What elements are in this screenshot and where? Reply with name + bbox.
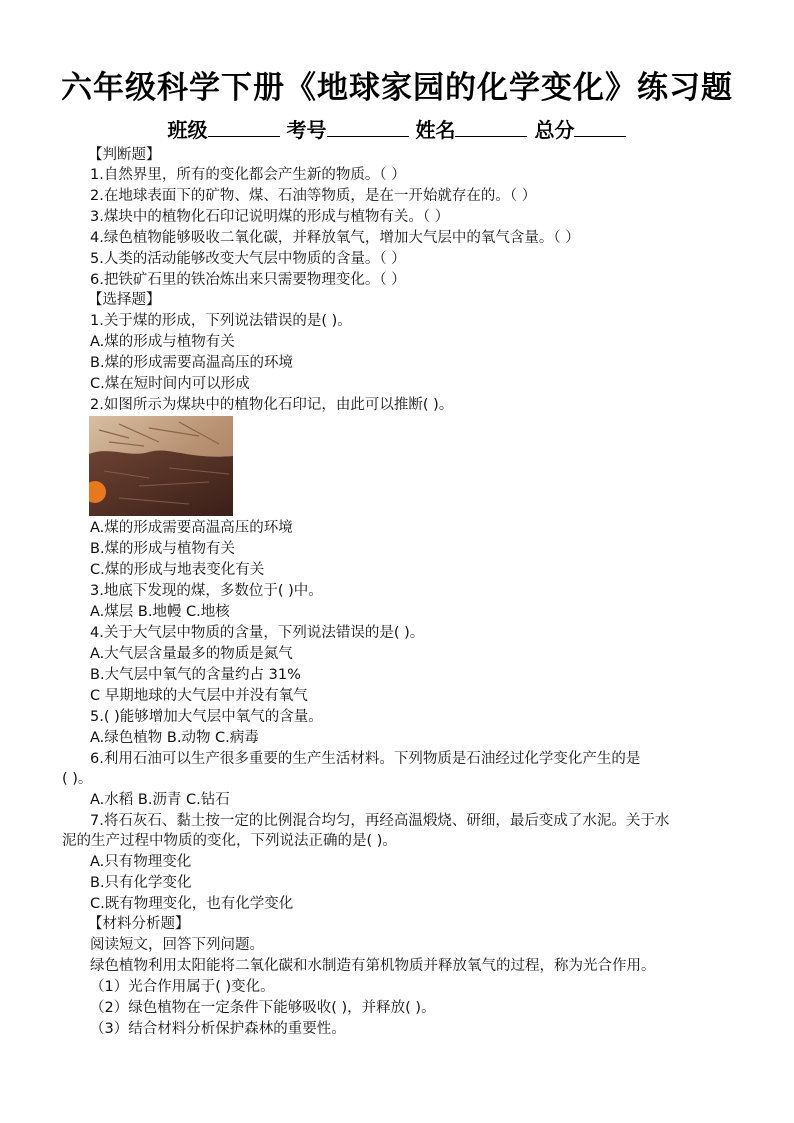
mc-question-5-options: A.绿色植物 B.动物 C.病毒 <box>90 730 259 746</box>
mc-question-2-stem: 2.如图所示为煤块中的植物化石印记，由此可以推断( )。 <box>90 397 454 413</box>
tf-question-2: 2.在地球表面下的矿物、煤、石油等物质，是在一开始就存在的。（ ） <box>90 188 537 204</box>
mc-question-4-option-c: C 早期地球的大气层中并没有氧气 <box>90 688 308 704</box>
name-blank[interactable] <box>455 118 527 137</box>
score-label: 总分 <box>534 118 575 142</box>
mc-question-2-option-a: A.煤的形成需要高温高压的环境 <box>90 520 293 536</box>
mc-question-6-stem: 6.利用石油可以生产很多重要的生产生活材料。下列物质是石油经过化学变化产生的是 <box>90 751 641 767</box>
mc-question-7-stem-continued: 泥的生产过程中物质的变化，下列说法正确的是( )。 <box>62 833 397 849</box>
mc-question-4-stem: 4.关于大气层中物质的含量，下列说法错误的是( )。 <box>90 625 425 641</box>
analysis-question-1: （1）光合作用属于( )变化。 <box>90 979 275 995</box>
tf-question-1: 1.自然界里，所有的变化都会产生新的物质。（ ） <box>90 167 406 183</box>
mc-question-1-stem: 1.关于煤的形成，下列说法错误的是( )。 <box>90 313 352 329</box>
mc-question-7-stem: 7.将石灰石、黏土按一定的比例混合均匀，再经高温煅烧、研细，最后变成了水泥。关于水 <box>90 813 670 829</box>
class-label: 班级 <box>167 118 208 142</box>
mc-question-6-stem-continued: ( )。 <box>62 771 93 787</box>
analysis-question-2: （2）绿色植物在一定条件下能够吸收( )，并释放( )。 <box>90 1000 436 1016</box>
tf-question-5: 5.人类的活动能够改变大气层中物质的含量。（ ） <box>90 251 406 267</box>
analysis-intro: 阅读短文，回答下列问题。 <box>90 937 264 953</box>
mc-question-1-option-b: B.煤的形成需要高温高压的环境 <box>90 355 294 371</box>
name-label: 姓名 <box>415 118 456 142</box>
score-blank[interactable] <box>574 118 626 137</box>
mc-question-7-option-a: A.只有物理变化 <box>90 854 192 870</box>
section-heading-true-false: 【判断题】 <box>88 147 161 163</box>
analysis-question-3: （3）结合材料分析保护森林的重要性。 <box>90 1021 346 1037</box>
mc-question-2-option-c: C.煤的形成与地表变化有关 <box>90 562 265 578</box>
analysis-passage: 绿色植物利用太阳能将二氧化碳和水制造有第机物质并释放氧气的过程，称为光合作用。 <box>90 958 656 974</box>
mc-question-6-options: A.水稻 B.沥青 C.钻石 <box>90 792 230 808</box>
student-info-row <box>0 114 794 143</box>
coal-fossil-photo <box>89 416 233 516</box>
mc-question-7-option-c: C.既有物理变化，也有化学变化 <box>90 896 294 912</box>
mc-question-3-stem: 3.地底下发现的煤，多数位于( )中。 <box>90 583 323 599</box>
coal-fossil-image <box>89 416 233 516</box>
number-label: 考号 <box>286 118 327 142</box>
mc-question-7-option-b: B.只有化学变化 <box>90 875 192 891</box>
tf-question-6: 6.把铁矿石里的铁冶炼出来只需要物理变化。（ ） <box>90 272 406 288</box>
mc-question-1-option-c: C.煤在短时间内可以形成 <box>90 376 250 392</box>
mc-question-5-stem: 5.( )能够增加大气层中氧气的含量。 <box>90 709 323 725</box>
class-blank[interactable] <box>208 118 280 137</box>
mc-question-3-options: A.煤层 B.地幔 C.地核 <box>90 604 230 620</box>
tf-question-3: 3.煤块中的植物化石印记说明煤的形成与植物有关。（ ） <box>90 209 450 225</box>
mc-question-4-option-b: B.大气层中氧气的含量约占 31% <box>90 667 301 683</box>
section-heading-analysis: 【材料分析题】 <box>88 916 190 932</box>
mc-question-4-option-a: A.大气层含量最多的物质是氮气 <box>90 646 293 662</box>
page-title: 六年级科学下册《地球家园的化学变化》练习题 <box>61 70 733 106</box>
tf-question-4: 4.绿色植物能够吸收二氧化碳，并释放氧气，增加大气层中的氧气含量。（ ） <box>90 230 580 246</box>
section-heading-choice: 【选择题】 <box>88 292 161 308</box>
number-blank[interactable] <box>327 118 409 137</box>
mc-question-2-option-b: B.煤的形成与植物有关 <box>90 541 236 557</box>
mc-question-1-option-a: A.煤的形成与植物有关 <box>90 334 235 350</box>
